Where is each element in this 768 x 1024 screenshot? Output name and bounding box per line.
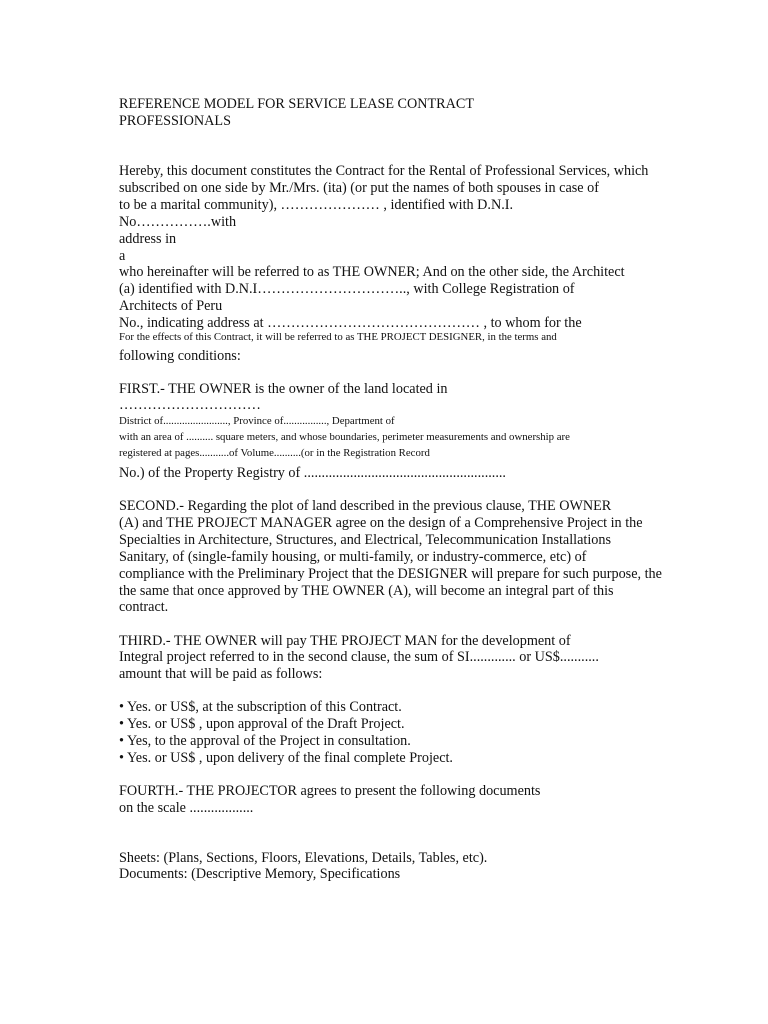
third-clause-line: Integral project referred to in the second clause, the sum of SI............. or US$........... [119, 649, 599, 665]
intro-line: following conditions: [119, 348, 241, 364]
payment-bullet: • Yes, to the approval of the Project in consultation. [119, 733, 411, 749]
intro-line: (a) identified with D.N.I………………………….., with College Registration of [119, 281, 575, 297]
first-clause-line: registered at pages...........of Volume..........(or in the Registration Record [119, 447, 430, 459]
intro-line: Architects of Peru [119, 298, 223, 314]
intro-line: to be a marital community), ………………… , identified with D.N.I. [119, 197, 514, 213]
intro-line: subscribed on one side by Mr./Mrs. (ita) (or put the names of both spouses in case of [119, 180, 599, 196]
second-clause-line: the same that once approved by THE OWNER (A), will become an integral part of this [119, 583, 614, 599]
first-clause-line: FIRST.- THE OWNER is the owner of the land located in [119, 381, 448, 397]
intro-line: Hereby, this document constitutes the Contract for the Rental of Professional Services, which [119, 163, 649, 179]
second-clause-line: contract. [119, 599, 169, 615]
payment-bullet: • Yes. or US$ , upon delivery of the final complete Project. [119, 750, 453, 766]
third-clause-line: THIRD.- THE OWNER will pay THE PROJECT MAN for the development of [119, 633, 571, 649]
payment-bullet: • Yes. or US$, at the subscription of this Contract. [119, 699, 402, 715]
second-clause-line: SECOND.- Regarding the plot of land described in the previous clause, THE OWNER [119, 498, 612, 514]
intro-line: For the effects of this Contract, it will be referred to as THE PROJECT DESIGNER, in the terms and [119, 331, 557, 343]
first-clause-line: with an area of .......... square meters, and whose boundaries, perimeter measurements and ownership are [119, 431, 570, 443]
fourth-clause-line: on the scale .................. [119, 800, 254, 816]
second-clause-line: Specialties in Architecture, Structures, and Electrical, Telecommunication Installations [119, 532, 611, 548]
payment-bullet: • Yes. or US$ , upon approval of the Draft Project. [119, 716, 405, 732]
documents-line: Documents: (Descriptive Memory, Specifications [119, 866, 401, 882]
third-clause-line: amount that will be paid as follows: [119, 666, 323, 682]
sheets-line: Sheets: (Plans, Sections, Floors, Elevations, Details, Tables, etc). [119, 850, 488, 866]
second-clause-line: (A) and THE PROJECT MANAGER agree on the design of a Comprehensive Project in the [119, 515, 643, 531]
fourth-clause-line: FOURTH.- THE PROJECTOR agrees to present the following documents [119, 783, 541, 799]
first-clause-line: ………………………… [119, 397, 261, 413]
intro-line: a [119, 248, 126, 264]
second-clause-line: compliance with the Preliminary Project that the DESIGNER will prepare for such purpose, the [119, 566, 662, 582]
first-clause-line: No.) of the Property Registry of ......................................................... [119, 465, 506, 481]
intro-line: No., indicating address at ……………………………………… , to whom for the [119, 315, 582, 331]
intro-line: who hereinafter will be referred to as THE OWNER; And on the other side, the Architect [119, 264, 625, 280]
first-clause-line: District of........................, Province of................, Department of [119, 415, 395, 427]
title-line: PROFESSIONALS [119, 113, 231, 129]
intro-line: No…………….with [119, 214, 237, 230]
intro-line: address in [119, 231, 177, 247]
second-clause-line: Sanitary, of (single-family housing, or multi-family, or industry-commerce, etc) of [119, 549, 587, 565]
title-line: REFERENCE MODEL FOR SERVICE LEASE CONTRACT [119, 96, 475, 112]
